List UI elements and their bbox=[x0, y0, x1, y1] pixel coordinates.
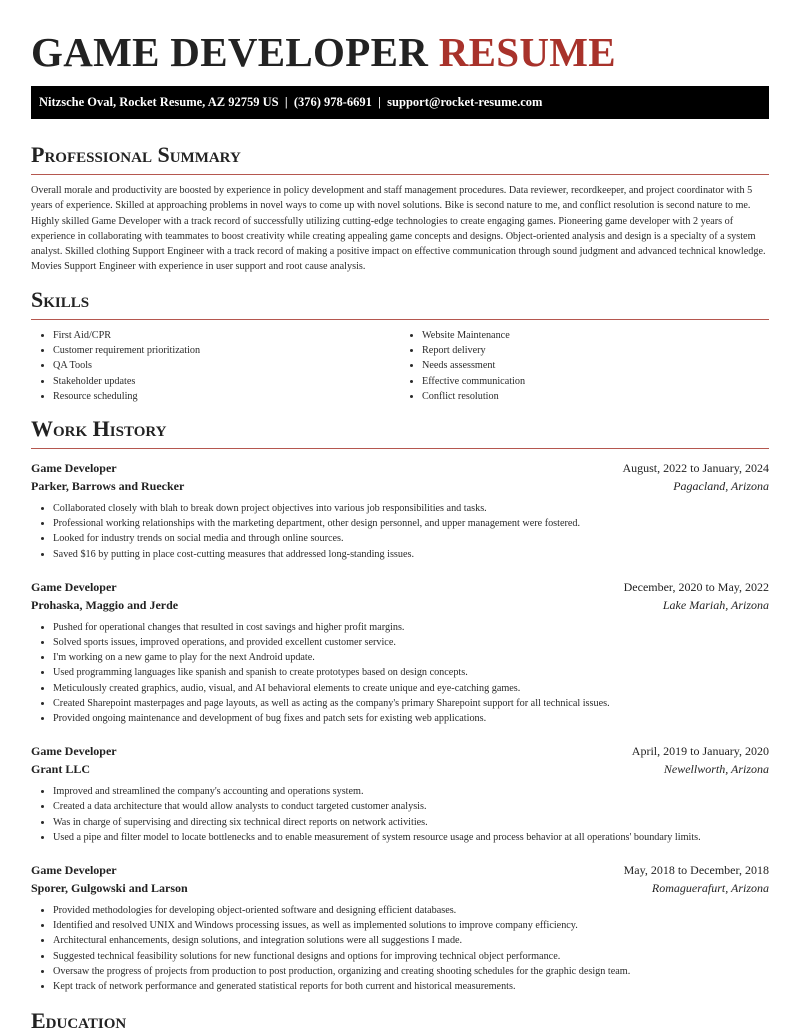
title-accent: RESUME bbox=[438, 29, 616, 75]
skill-item: • First Aid/CPR bbox=[53, 328, 400, 343]
job-bullet: • Saved $16 by putting in place cost-cutting measures that addressed long-standing issues. bbox=[53, 547, 769, 562]
job-bullet: • Looked for industry trends on social media and through online sources. bbox=[53, 531, 769, 546]
education-heading: Education bbox=[31, 1008, 127, 1033]
job-bullet: • Improved and streamlined the company's accounting and operations system. bbox=[53, 784, 769, 799]
job-bullet: • Oversaw the progress of projects from production to post production, organizing and creating shooting schedules for the graphic design team. bbox=[53, 964, 769, 979]
job-company: Parker, Barrows and Ruecker bbox=[31, 479, 185, 493]
job-bullets bbox=[31, 501, 769, 562]
job-bullet: • Was in charge of supervising and directing six technical direct reports on network activities. bbox=[53, 815, 769, 830]
job-header-row bbox=[31, 459, 769, 477]
job-location: Newellworth, Arizona bbox=[663, 762, 769, 777]
job-bullet: • Professional working relationships with the marketing department, other design personnel, and upper management were fostered. bbox=[53, 516, 769, 531]
skills-section bbox=[31, 287, 769, 404]
job-entry bbox=[31, 459, 769, 562]
work-history-section bbox=[31, 416, 769, 994]
job-bullet: • Architectural enhancements, design solutions, and integration solutions were all suggestions I made. bbox=[53, 933, 769, 948]
work-history-heading: Work History bbox=[31, 416, 167, 441]
job-bullet: • Solved sports issues, improved operations, and provided excellent customer service. bbox=[53, 635, 769, 650]
skill-item: • Resource scheduling bbox=[53, 389, 400, 404]
skills-heading: Skills bbox=[31, 287, 90, 312]
summary-section bbox=[31, 142, 769, 275]
job-location: Romaguerafurt, Arizona bbox=[651, 881, 769, 896]
job-company-row bbox=[31, 596, 769, 614]
job-bullet: • I'm working on a new game to play for the next Android update. bbox=[53, 650, 769, 665]
contact-bar: Nitzsche Oval, Rocket Resume, AZ 92759 US | (376) 978-6691 | support@rocket-resume.com bbox=[31, 86, 769, 119]
resume-title bbox=[31, 0, 769, 86]
work-history-divider bbox=[31, 448, 769, 449]
job-title: Game Developer bbox=[31, 579, 117, 594]
job-company: Prohaska, Maggio and Jerde bbox=[31, 597, 179, 612]
job-header-row bbox=[31, 861, 769, 879]
title-main: GAME DEVELOPER bbox=[31, 29, 429, 75]
skill-item: • Report delivery bbox=[422, 343, 769, 358]
job-company-row bbox=[31, 477, 769, 495]
job-bullet: • Created Sharepoint masterpages and page layouts, as well as acting as the company's primary Sharepoint support for all technical issues. bbox=[53, 696, 769, 711]
skill-item: • Customer requirement prioritization bbox=[53, 343, 400, 358]
job-bullet: • Provided methodologies for developing object-oriented software and designing efficient databases. bbox=[53, 903, 769, 918]
job-dates: May, 2018 to December, 2018 bbox=[623, 863, 769, 878]
job-bullet: • Collaborated closely with blah to break down project objectives into various job responsibilities and tasks. bbox=[53, 501, 769, 516]
job-dates: April, 2019 to January, 2020 bbox=[631, 744, 769, 759]
job-dates: December, 2020 to May, 2022 bbox=[623, 579, 769, 594]
skills-right-list bbox=[400, 328, 769, 404]
job-company: Sporer, Gulgowski and Larson bbox=[31, 881, 188, 896]
skills-divider bbox=[31, 319, 769, 320]
job-header-row bbox=[31, 742, 769, 760]
job-entry bbox=[31, 861, 769, 994]
job-location: Lake Mariah, Arizona bbox=[662, 597, 769, 612]
skill-item: • Conflict resolution bbox=[422, 389, 769, 404]
job-bullet: • Created a data architecture that would allow analysts to conduct targeted customer analysis. bbox=[53, 799, 769, 814]
job-bullet: • Used a pipe and filter model to locate bottlenecks and to enable measurement of system resource usage and process behavior at all operations' boundary limits. bbox=[53, 830, 769, 845]
summary-heading: Professional Summary bbox=[31, 142, 241, 167]
skills-columns bbox=[31, 328, 769, 404]
job-bullet: • Kept track of network performance and generated statistical reports for both current and historical measurements. bbox=[53, 979, 769, 994]
skill-item: • Stakeholder updates bbox=[53, 374, 400, 389]
job-company: Grant LLC bbox=[31, 762, 91, 777]
job-header-row bbox=[31, 578, 769, 596]
skill-item: • Needs assessment bbox=[422, 358, 769, 373]
summary-text: Overall morale and productivity are boosted by experience in policy development and staff management procedures. Data reviewer, recordkeeper, and project coordinator with 5 years of experience. Skilled at approaching problems in novel ways to come up with novel solutions. Bike is second nature to me, and conflict resolution is second nature to me. Highly skilled Game Developer with a track record of successfully utilizing cutting-edge technologies to create engaging games. Pioneering game developer with 2 years of experience in collaborating with teammates to boost creativity while creating appealing game concepts and designs. Object-oriented analysis and design is a specialty of a system analyst. Skilled clothing Support Engineer with a track record of making a positive impact on effective communication through sound judgment and advanced technical knowledge. Movies Support Engineer with experience in user support and root cause analysis. bbox=[31, 185, 766, 273]
job-bullet: • Identified and resolved UNIX and Windows processing issues, as well as implemented solutions to improve company efficiency. bbox=[53, 918, 769, 933]
job-company-row bbox=[31, 879, 769, 897]
skill-item: • Website Maintenance bbox=[422, 328, 769, 343]
job-bullets bbox=[31, 784, 769, 845]
job-bullet: • Suggested technical feasibility solutions for new functional designs and options for improving technical object performance. bbox=[53, 949, 769, 964]
job-title: Game Developer bbox=[31, 863, 117, 878]
job-bullets bbox=[31, 903, 769, 994]
summary-divider bbox=[31, 174, 769, 175]
job-bullets bbox=[31, 620, 769, 726]
skills-left-list bbox=[31, 328, 400, 404]
job-title: Game Developer bbox=[31, 461, 117, 475]
job-bullet: • Provided ongoing maintenance and development of bug fixes and patch sets for existing web applications. bbox=[53, 711, 769, 726]
job-dates: August, 2022 to January, 2024 bbox=[622, 461, 769, 475]
job-bullet: • Meticulously created graphics, audio, visual, and AI behavioral elements to create unique and eye-catching games. bbox=[53, 681, 769, 696]
job-bullet: • Pushed for operational changes that resulted in cost savings and higher profit margins. bbox=[53, 620, 769, 635]
education-section bbox=[31, 1008, 769, 1034]
skill-item: • Effective communication bbox=[422, 374, 769, 389]
job-location: Pagacland, Arizona bbox=[673, 479, 769, 493]
job-entry bbox=[31, 578, 769, 726]
job-entry bbox=[31, 742, 769, 845]
job-title: Game Developer bbox=[31, 744, 117, 759]
job-company-row bbox=[31, 760, 769, 778]
skill-item: • QA Tools bbox=[53, 358, 400, 373]
job-bullet: • Used programming languages like spanish and spanish to create prototypes based on design concepts. bbox=[53, 665, 769, 680]
